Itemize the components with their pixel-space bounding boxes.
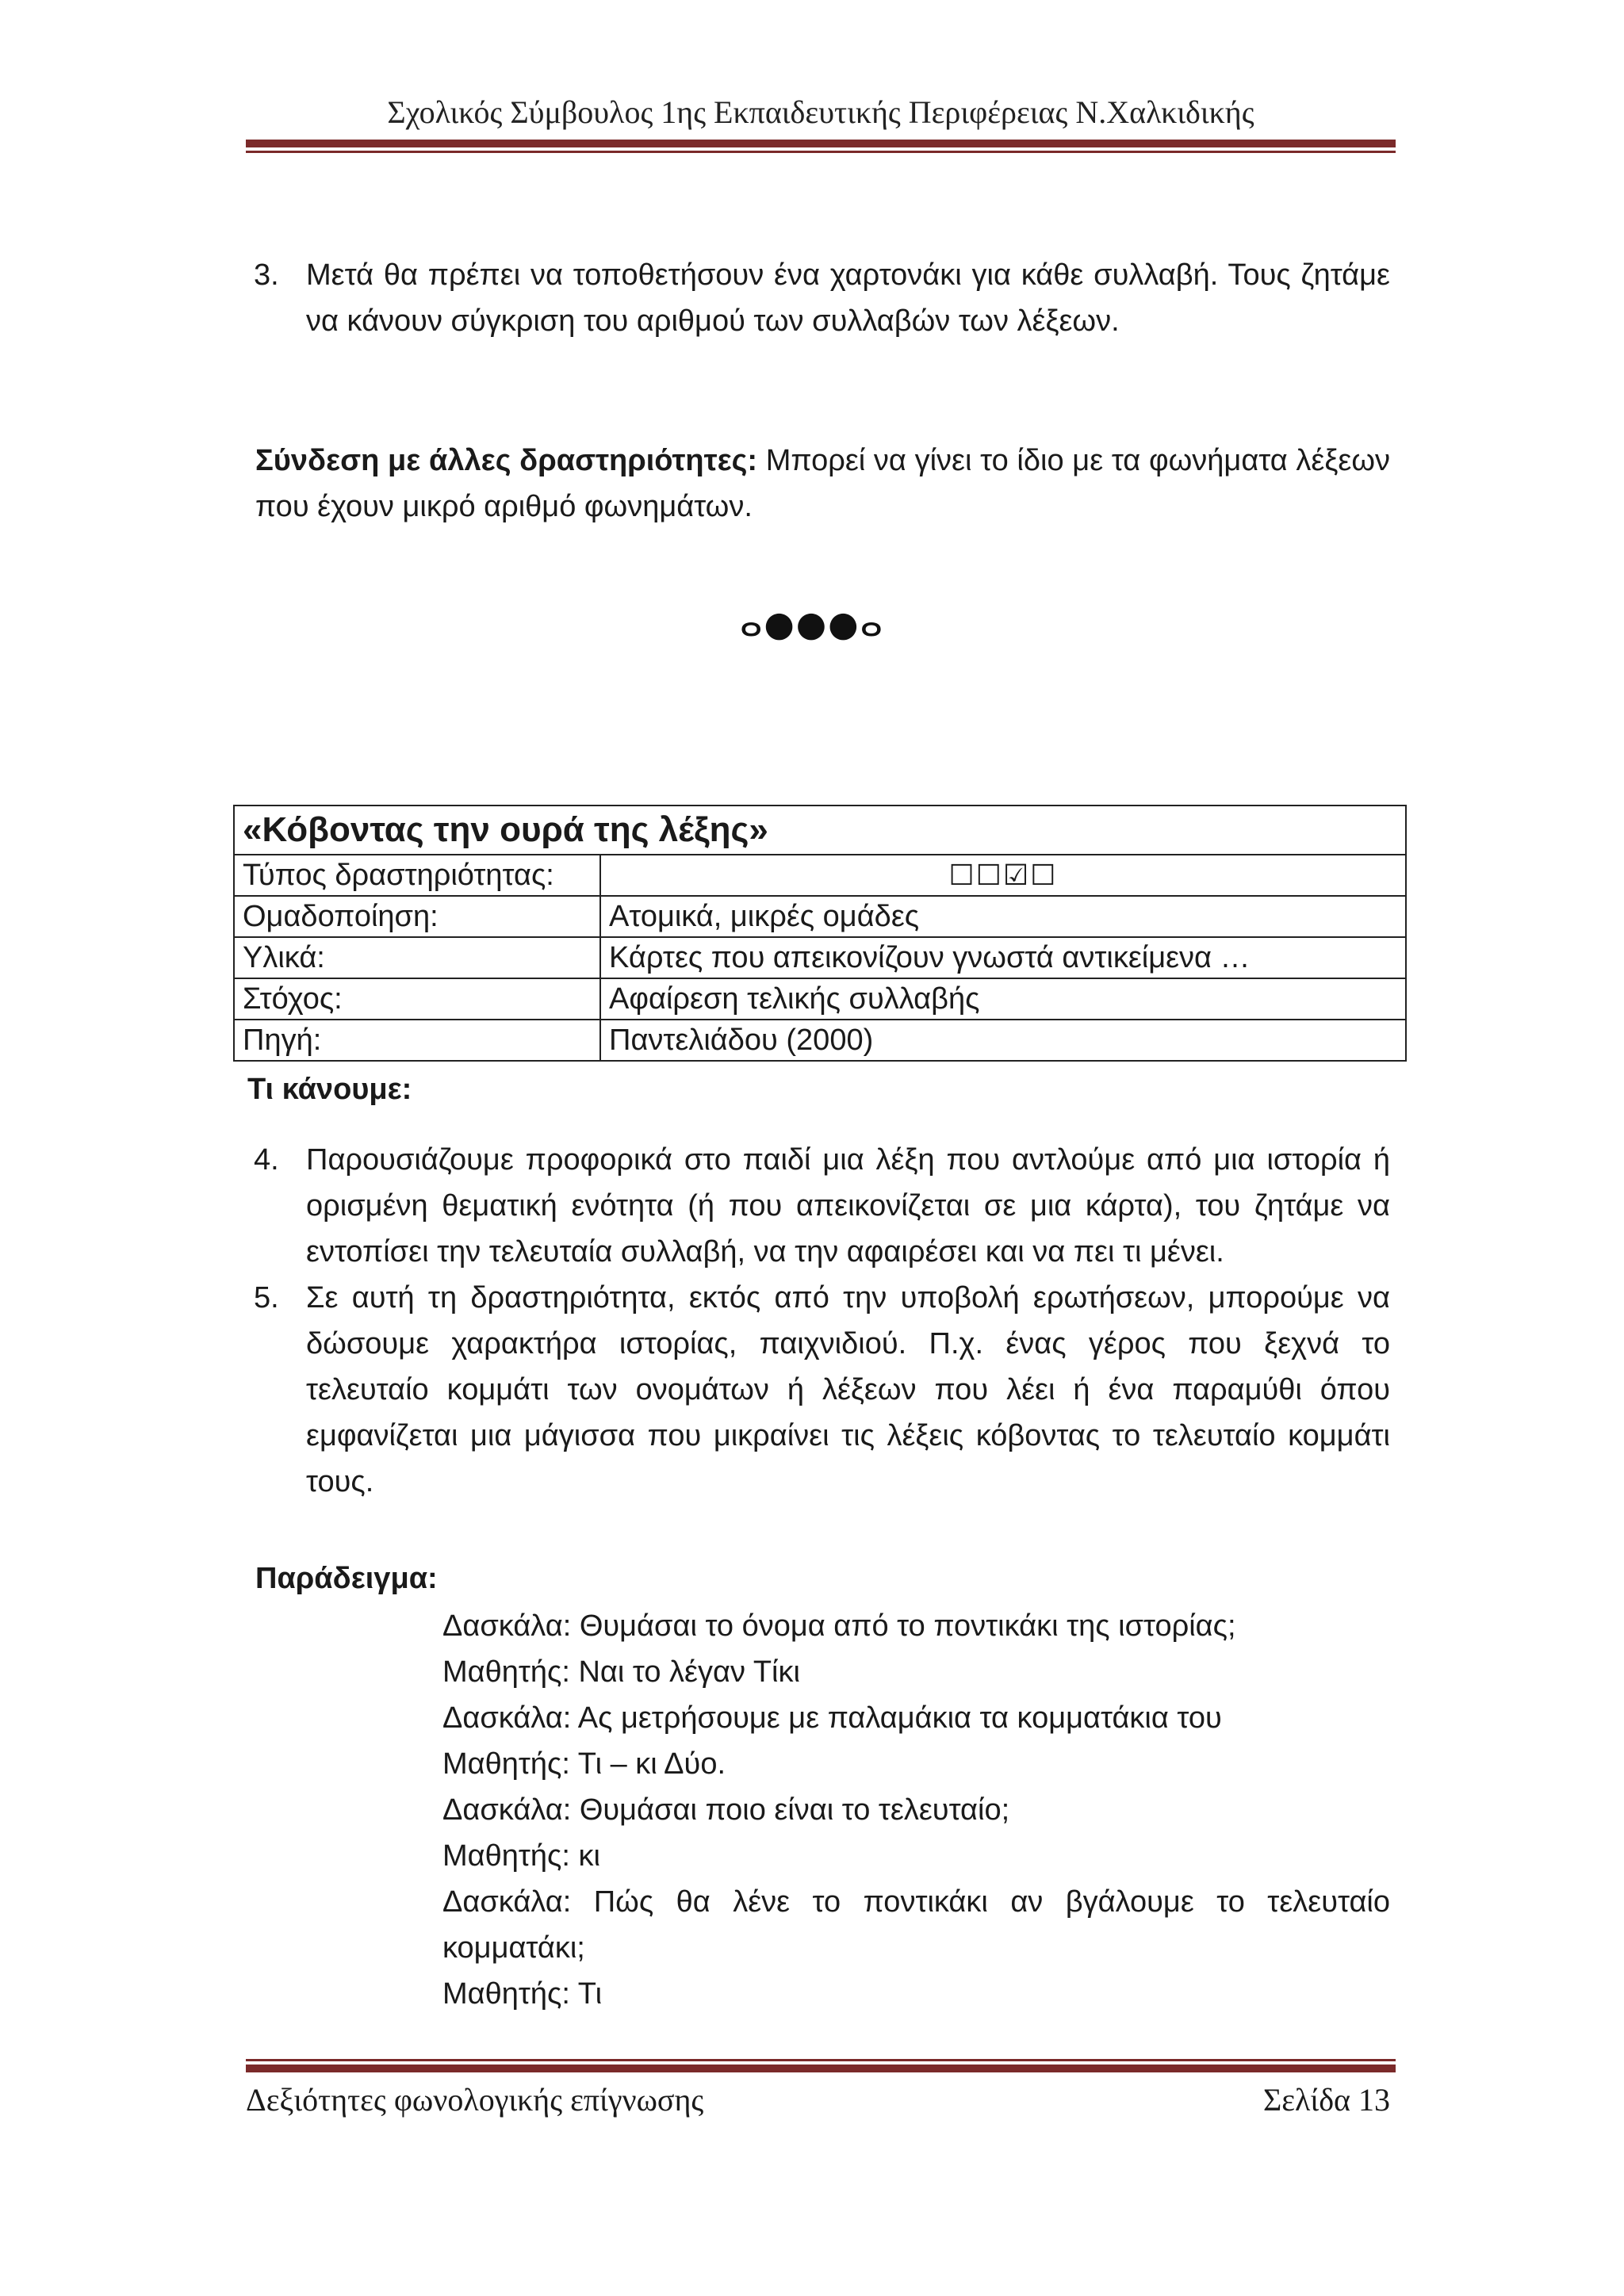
item-text: Σε αυτή τη δραστηριότητα, εκτός από την υποβολή ερωτήσεων, μπορούμε να δώσουμε χαρακτήρα ιστορίας, παιχνιδιού. Π.χ. ένας γέρος που ξεχνά το τελευταίο κομμάτι των ονομάτων ή λέξεων που λέει ή ένα παραμύθι όπου εμφανίζεται μια μάγισσα που μικραίνει τις λέξεις κόβοντας το τελευταίο κομμάτι τους.: [306, 1281, 1390, 1498]
dialog-line: Μαθητής: Τι – κι Δύο.: [442, 1747, 726, 1781]
footer-rule: [246, 2059, 1396, 2072]
numbered-item-3: [254, 252, 1390, 344]
numbered-item-5: [254, 1275, 1390, 1505]
dialog-line: Δασκάλα: Θυμάσαι ποιο είναι το τελευταίο;: [442, 1793, 1010, 1827]
section-divider-ornament: ⴰ●●●ⴰ: [739, 604, 885, 645]
table-cell-label: Πηγή:: [234, 1020, 600, 1061]
header-rule: [246, 140, 1396, 153]
table-cell-label: Τύπος δραστηριότητας:: [234, 855, 600, 896]
item-text: Μετά θα πρέπει να τοποθετήσουν ένα χαρτονάκι για κάθε συλλαβή. Τους ζητάμε να κάνουν σύγκριση του αριθμού των συλλαβών των λέξεων.: [306, 258, 1390, 338]
dialog-line: Δασκάλα: Ας μετρήσουμε με παλαμάκια τα κομματάκια του: [442, 1701, 1222, 1735]
dialog-line: Μαθητής: κι: [442, 1839, 600, 1873]
table-cell-value: Ατομικά, μικρές ομάδες: [600, 896, 1406, 937]
table-cell-label: Στόχος:: [234, 978, 600, 1020]
dialog-line: Δασκάλα: Θυμάσαι το όνομα από το ποντικάκι της ιστορίας;: [442, 1609, 1236, 1643]
dialog-line: Δασκάλα: Πώς θα λένε το ποντικάκι αν βγάλουμε το τελευταίο κομματάκι;: [442, 1885, 1390, 1965]
table-row: [234, 937, 1406, 978]
table-cell-label: Ομαδοποίηση:: [234, 896, 600, 937]
activity-title: «Κόβοντας την ουρά της λέξης»: [234, 806, 1406, 855]
example-dialog: [442, 1603, 1390, 2017]
what-we-do-heading: Τι κάνουμε:: [247, 1073, 412, 1106]
table-cell-value: Παντελιάδου (2000): [600, 1020, 1406, 1061]
item-number: 3.: [254, 258, 279, 292]
example-heading: Παράδειγμα:: [255, 1562, 438, 1595]
footer-document-title: Δεξιότητες φωνολογικής επίγνωσης: [246, 2082, 704, 2118]
item-number: 4.: [254, 1143, 279, 1177]
connection-paragraph: [255, 438, 1390, 530]
table-row: [234, 896, 1406, 937]
item-text: Παρουσιάζουμε προφορικά στο παιδί μια λέξη που αντλούμε από μια ιστορία ή ορισμένη θεματική ενότητα (ή που απεικονίζεται σε μια κάρτα), του ζητάμε να εντοπίσει την τελευταία συλλαβή, να την αφαιρέσει και να πει τι μένει.: [306, 1143, 1390, 1269]
table-cell-value: Αφαίρεση τελικής συλλαβής: [600, 978, 1406, 1020]
dialog-line: Μαθητής: Τι: [442, 1977, 603, 2011]
table-row: [234, 855, 1406, 896]
item-number: 5.: [254, 1281, 279, 1314]
table-title-row: [234, 806, 1406, 855]
table-row: [234, 1020, 1406, 1061]
activity-table: [233, 805, 1407, 1062]
page-header-title: Σχολικός Σύμβουλος 1ης Εκπαιδευτικής Περιφέρειας Ν.Χαλκιδικής: [387, 94, 1254, 130]
connection-label: Σύνδεση με άλλες δραστηριότητες:: [255, 444, 758, 477]
table-row: [234, 978, 1406, 1020]
connection-text: Μπορεί να γίνει το ίδιο με τα φωνήματα λέξεων που έχουν μικρό αριθμό φωνημάτων.: [255, 444, 1390, 523]
dialog-line: Μαθητής: Ναι το λέγαν Τίκι: [442, 1655, 800, 1689]
footer-page-number: Σελίδα 13: [1262, 2082, 1390, 2118]
table-cell-value: Κάρτες που απεικονίζουν γνωστά αντικείμενα …: [600, 937, 1406, 978]
table-cell-label: Υλικά:: [234, 937, 600, 978]
numbered-item-4: [254, 1137, 1390, 1275]
activity-type-checkboxes: ☐☐☑☐: [600, 855, 1406, 896]
